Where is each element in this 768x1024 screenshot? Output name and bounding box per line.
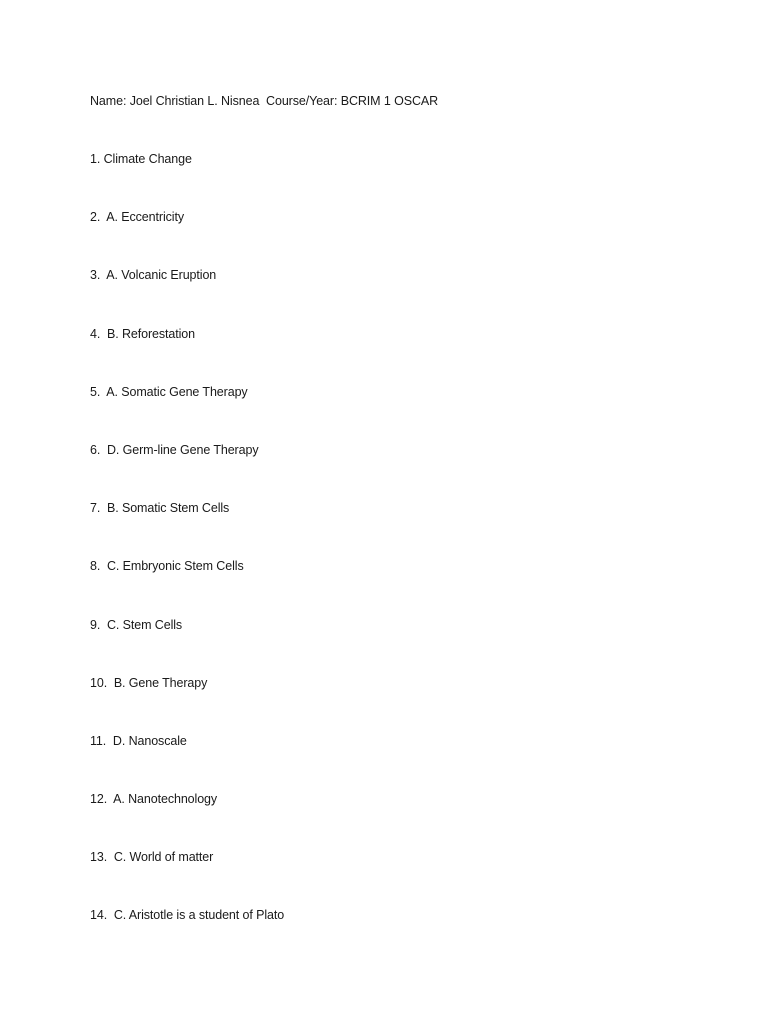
answer-item-13: 13. C. World of matter <box>90 850 214 865</box>
answer-item-9: 9. C. Stem Cells <box>90 617 183 632</box>
answer-item-12: 12. A. Nanotechnology <box>90 792 218 807</box>
answer-item-11: 11. D. Nanoscale <box>90 733 187 748</box>
student-info-line: Name: Joel Christian L. Nisnea Course/Year: BCRIM 1 OSCAR <box>90 94 439 108</box>
answer-item-4: 4. B. Reforestation <box>90 326 196 341</box>
answer-item-1: 1. Climate Change <box>90 152 192 166</box>
answer-item-5: 5. A. Somatic Gene Therapy <box>90 384 248 399</box>
answer-item-8: 8. C. Embryonic Stem Cells <box>90 559 244 574</box>
answer-item-2: 2. A. Eccentricity <box>90 210 184 225</box>
answer-item-6: 6. D. Germ-line Gene Therapy <box>90 442 259 457</box>
answer-item-3: 3. A. Volcanic Eruption <box>90 268 217 283</box>
answer-list <box>90 152 284 967</box>
answer-item-10: 10. B. Gene Therapy <box>90 675 208 690</box>
answer-item-14: 14. C. Aristotle is a student of Plato <box>90 908 285 923</box>
answer-item-7: 7. B. Somatic Stem Cells <box>90 501 230 516</box>
